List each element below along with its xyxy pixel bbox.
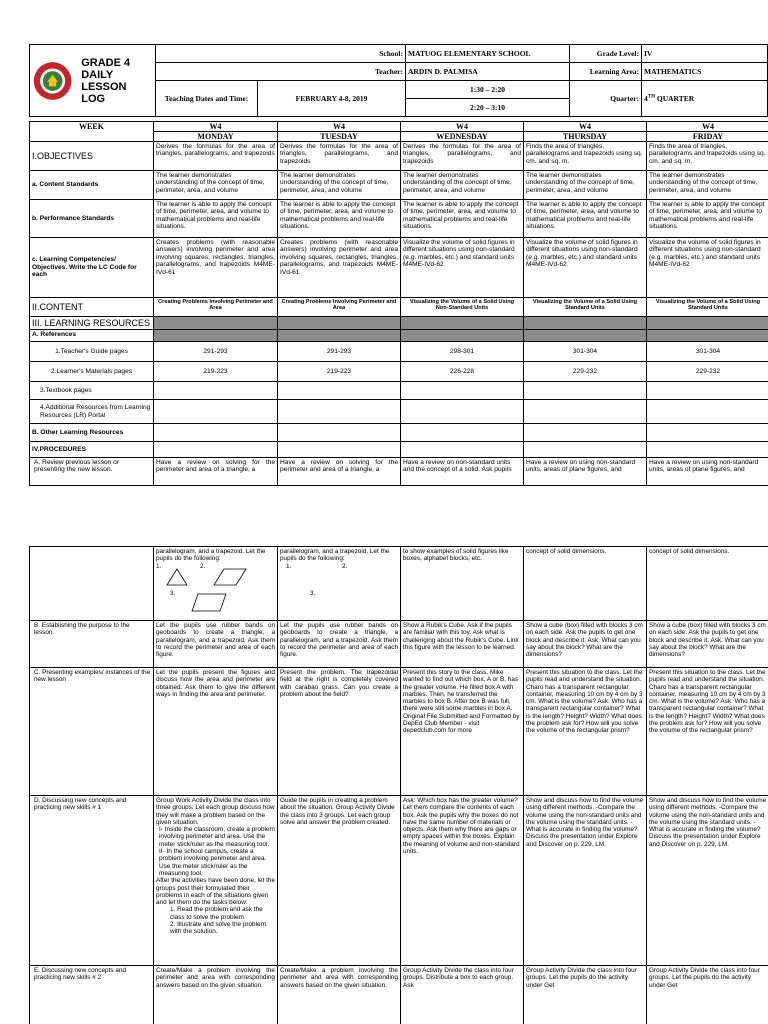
discussing1-tuesday: Guide the pupils in creating a problem about the situation. Group Activity Divide the class into 3 groups. Let each group solve and answer the problem created. — [278, 796, 401, 966]
time-slot-2: 2:20 – 3:10 — [406, 99, 570, 117]
shape-number: 3. — [310, 589, 316, 597]
discussing1-thursday: Show and discuss how to find the volume using different methods. -Compare the volume using the non-standard units and the volume using the standard units. -What is accurate in finding the volume? Discuss the presentation under Explore and Discover on p. 229, LM. — [524, 796, 647, 966]
shapes-figure — [164, 567, 274, 613]
competencies-label: c. Learning Competencies/ Objectives. Write the LC Code for each — [30, 238, 154, 298]
content-label: II.CONTENT — [30, 298, 154, 317]
teacher-label: Teacher: — [156, 63, 406, 81]
review-cont-cell: concept of solid dimensions. — [647, 547, 768, 621]
tg-pages-cell: 291-293 — [154, 342, 278, 362]
grade-value: IV — [642, 45, 768, 63]
empty-cell — [278, 442, 401, 458]
empty-cell — [524, 400, 647, 424]
competency-cell: Visualize the volume of solid figures in different situations using non-standard (e.g. marbles, etc.) and standard units M4ME-IVd-62 — [401, 238, 524, 298]
competency-cell: Creates problems (with reasonable answers) involving perimeter and area involving squares, rectangles, triangles, parallelograms, and trapezoids M4ME-IVd-61 — [154, 238, 278, 298]
review-cell: Have a review on using non-standard units, areas of plane figures, and — [524, 458, 647, 486]
lm-pages-cell: 219-223 — [278, 362, 401, 382]
gray-cell — [154, 330, 278, 342]
gray-cell — [524, 330, 647, 342]
gray-cell — [401, 317, 524, 330]
gray-cell — [278, 330, 401, 342]
competency-cell: Creates problems (with reasonable answers) involving perimeter and area involving squares, rectangles, triangles, parallelograms, and trapezoids M4ME-IVd-61 — [278, 238, 401, 298]
review-cell: Have a review on using non-standard units, areas of plane figures, and — [647, 458, 768, 486]
empty-cell — [401, 442, 524, 458]
establishing-cell: Let the pupils use rubber bands on geoboards to create a triangle, a parallelogram, and a trapezoid. Ask them to record the perimeter and area of each figure. — [278, 621, 401, 668]
tg-pages-cell: 291-293 — [278, 342, 401, 362]
week-num: W4 — [278, 122, 401, 132]
empty-cell — [278, 424, 401, 442]
grade-label: Grade Level: — [570, 45, 642, 63]
page-two — [0, 546, 768, 1024]
performance-cell: The learner is able to apply the concept of time, perimeter, area, and volume to mathematical problems and real-life situations. — [401, 200, 524, 238]
tg-pages-cell: 298-301 — [401, 342, 524, 362]
review-cont-cell: concept of solid dimensions. — [524, 547, 647, 621]
shape-number: 2. — [200, 562, 206, 570]
lesson-log-table-continued — [29, 546, 768, 1024]
review-label: A. Review previous lesson or presenting the new lesson. — [30, 458, 154, 486]
day-friday: FRIDAY — [647, 132, 768, 142]
week-num: W4 — [647, 122, 768, 132]
lm-pages-cell: 219-223 — [154, 362, 278, 382]
establishing-cell: Show a cube (box) filled with blocks 3 cm on each side. Ask the pupils to get one block and describe it. Ask: What can you say about the block? What are the dimensions? — [524, 621, 647, 668]
content-cell: Visualizing the Volume of a Solid Using Standard Units — [524, 298, 647, 317]
objective-cell: Finds the area of triangles, parallelograms and trapezoids using sq. cm. and sq. m. — [647, 142, 768, 171]
review-cont-cell: parallelogram, and a trapezoid. Let the pupils do the following: 1. 2. 3. — [278, 547, 401, 621]
learning-resources-label: III. LEARNING RESOURCES — [30, 317, 154, 330]
empty-cell — [401, 424, 524, 442]
discussing2-cell: Group Activity Divide the class into four groups. Distribute a box to each group. Ask — [401, 966, 524, 1024]
presenting-label: C. Presenting examples/ instances of the new lesson — [30, 668, 154, 796]
gray-cell — [278, 317, 401, 330]
review-cell: Have a review on solving for the perimeter and area of a triangle, a — [278, 458, 401, 486]
empty-cell — [401, 400, 524, 424]
textbook-pages-label: 3.Textbook pages — [30, 382, 154, 400]
content-std-cell: The learner demonstrates understanding of the concept of time, perimeter, area, and volume — [154, 171, 278, 200]
header-table — [29, 44, 768, 117]
discussing2-cell: Create/Make a problem involving the perimeter and area with corresponding answers based on the given situation. — [154, 966, 278, 1024]
gray-cell — [647, 317, 768, 330]
objective-cell: Derives the formulas for the area of triangles, parallelograms, and trapezoids — [278, 142, 401, 171]
day-tuesday: TUESDAY — [278, 132, 401, 142]
empty-cell — [401, 382, 524, 400]
discussing1-wednesday: Ask: Which box has the greater volume? Let them compare the contents of each box. Ask the pupils why the boxes do not have the same number of materials or objects. Ask them why there are gaps or empty spaces within the boxes. Explain the meaning of volume and non-standard units. — [401, 796, 524, 966]
discussing2-cell: Group Activity Divide the class into four groups. Let the pupils do the activity under Get — [524, 966, 647, 1024]
time-slot-1: 1:30 – 2:20 — [406, 81, 570, 99]
empty-cell — [524, 442, 647, 458]
objective-cell: Finds the area of triangles, parallelograms and trapezoids using sq. cm. and sq. m. — [524, 142, 647, 171]
title-line2: DAILY LESSON — [81, 68, 127, 93]
presenting-cell: Present this situation to the class. Let the pupils read and understand the situation. Charo has a transparent rectangular container, measuring 10 cm by 4 cm by 3 cm. What is the volume? Ask: Who has a transparent rectangular container? What is the length? Height? Width? What does the problem ask for? How will you solve the volume of the rectangular prism? — [524, 668, 647, 796]
objective-cell: Derives the formulas for the area of triangles, parallelograms, and trapezoids — [401, 142, 524, 171]
empty-cell — [278, 382, 401, 400]
content-std-cell: The learner demonstrates understanding of the concept of time, perimeter, area, and volume — [524, 171, 647, 200]
performance-cell: The learner is able to apply the concept of time, perimeter, area, and volume to mathematical problems and real-life situations. — [278, 200, 401, 238]
empty-cell — [278, 400, 401, 424]
school-value: MATUOG ELEMENTARY SCHOOL — [406, 45, 570, 63]
teacher-value: ARDIN D. PALMISA — [406, 63, 570, 81]
establishing-cell: Show a Rubik's Cube. Ask if the pupils are familiar with this toy. Ask what is challenging about the Rubik's Cube. Link this figure with the lesson to be learned. — [401, 621, 524, 668]
content-standards-label: a. Content Standards — [30, 171, 154, 200]
tg-pages-cell: 301-304 — [647, 342, 768, 362]
empty-cell — [154, 424, 278, 442]
discussing1-friday: Show and discuss how to find the volume using different methods. -Compare the volume using the non-standard units and the volume using the standard units. -What is accurate in finding the volume? Discuss the presentation under Explore and Discover on p. 229, LM. — [647, 796, 768, 966]
presenting-cell: Present the problem. The trapezoidal field at the right is completely covered with carabao grass. Can you create a problem about the field? — [278, 668, 401, 796]
gray-cell — [647, 330, 768, 342]
lm-pages-cell: 226-228 — [401, 362, 524, 382]
lm-pages-cell: 229-232 — [524, 362, 647, 382]
content-cell: Creating Problems Involving Perimeter and Area — [154, 298, 278, 317]
references-label: A. References — [30, 330, 154, 342]
title-line1: GRADE 4 — [81, 56, 131, 69]
week-label: WEEK — [30, 122, 154, 142]
empty-cell — [647, 424, 768, 442]
shape-number: 2. — [342, 562, 348, 570]
procedures-label: IV.PROCEDURES — [30, 442, 154, 458]
school-seal-icon — [32, 58, 73, 104]
review-cont-cell: to show examples of solid figures like boxes, alphabet blocks, etc. — [401, 547, 524, 621]
empty-cell — [647, 400, 768, 424]
content-std-cell: The learner demonstrates understanding of the concept of time, perimeter, area, and volume — [647, 171, 768, 200]
establishing-label: B. Establishing the purpose to the lesson. — [30, 621, 154, 668]
establishing-cell: Show a cube (box) filled with blocks 3 cm on each side. Ask the pupils to get one block and describe it. Ask: What can you say about the block? What are the dimensions? — [647, 621, 768, 668]
empty-cell — [524, 424, 647, 442]
performance-standards-label: b. Performance Standards — [30, 200, 154, 238]
other-resources-label: B. Other Learning Resources — [30, 424, 154, 442]
empty-label-cell — [30, 547, 154, 621]
review-cell: Have a review on solving for the perimeter and area of a triangle, a — [154, 458, 278, 486]
empty-cell — [647, 382, 768, 400]
shape-number: 1. — [156, 562, 162, 570]
content-std-cell: The learner demonstrates understanding of the concept of time, perimeter, area, and volume — [278, 171, 401, 200]
lm-pages-cell: 229-232 — [647, 362, 768, 382]
review-cell: Have a review on non-standard units and the concept of a solid. Ask pupils — [401, 458, 524, 486]
performance-cell: The learner is able to apply the concept of time, perimeter, area, and volume to mathematical problems and real-life situations. — [154, 200, 278, 238]
objectives-label: I.OBJECTIVES — [30, 142, 154, 171]
quarter-value: 4TH QUARTER — [642, 81, 768, 117]
dates-label: Teaching Dates and Time: — [156, 81, 258, 117]
title-line3: LOG — [81, 92, 106, 105]
content-std-cell: The learner demonstrates understanding of the concept of time, perimeter, area, and volume — [401, 171, 524, 200]
empty-cell — [154, 442, 278, 458]
day-monday: MONDAY — [154, 132, 278, 142]
presenting-cell: Present this situation to the class. Let the pupils read and understand the situation. Charo has a transparent rectangular container, measuring 10 cm by 4 cm by 3 cm. What is the volume? Ask: Who has a transparent rectangular container? What is the length? Height? Width? What does the problem ask for? How will you solve the volume of the rectangular prism? — [647, 668, 768, 796]
shape-number: 1. — [286, 562, 292, 570]
week-num: W4 — [154, 122, 278, 132]
discussing1-monday: Group Work Activity Divide the class into three groups. Let each group discuss how they will make a problem based on the given situation. I- Inside the classroom, create a problem involving perimeter and area. Use the meter stick/ruler as the measuring tool. II- In the school campus, create a problem involving perimeter and area. Use the meter stick/ruler as the measuring tool. After the activities have been done, let the groups post their formulated their problems in each of the situations given and let them do the tasks below: 1. Read the problem and ask the class to solve the problem. 2. Illustrate and solve the problem with the solution. — [154, 796, 278, 966]
area-label: Learning Area: — [570, 63, 642, 81]
presenting-cell: Let the pupils present the figures and discuss how the area and perimeter are obtained. Ask them to give the different ways in finding the area and perimeter. — [154, 668, 278, 796]
gray-cell — [401, 330, 524, 342]
review-cont-cell: parallelogram, and a trapezoid. Let the pupils do the following: 1. 2. 3. — [154, 547, 278, 621]
day-wednesday: WEDNESDAY — [401, 132, 524, 142]
performance-cell: The learner is able to apply the concept of time, perimeter, area, and volume to mathematical problems and real-life situations. — [524, 200, 647, 238]
empty-cell — [154, 382, 278, 400]
tg-pages-label: 1.Teacher's Guide pages — [30, 342, 154, 362]
day-thursday: THURSDAY — [524, 132, 647, 142]
quarter-label: Quarter: — [570, 81, 642, 117]
presenting-cell: Present this story to the class. Mike wanted to find out which box, A or B, has the greater volume. He filled box A with marbles. Then, he transferred the marbles to box B. After box B was full, there were still some marbles in box A. Original File Submitted and Formatted by DepEd Club Member - visit depedclub.com for more — [401, 668, 524, 796]
additional-resources-label: 4.Additional Resources from Learning Resources (LR) Portal — [30, 400, 154, 424]
content-cell: Visualizing the Volume of a Solid Using Standard Units — [647, 298, 768, 317]
empty-cell — [154, 400, 278, 424]
lm-pages-label: 2.Learner's Materials pages — [30, 362, 154, 382]
lesson-log-table — [29, 121, 768, 486]
week-num: W4 — [401, 122, 524, 132]
school-label: School: — [156, 45, 406, 63]
content-cell: Creating Problems Involving Perimeter and Area — [278, 298, 401, 317]
establishing-cell: Let the pupils use rubber bands on geoboards to create a triangle, a parallelogram, and a trapezoid. Ask them to record the perimeter and area of each figure. — [154, 621, 278, 668]
competency-cell: Visualize the volume of solid figures in different situations using non-standard (e.g. marbles, etc.) and standard units M4ME-IVd-62 — [647, 238, 768, 298]
objective-cell: Derives the formulas for the area of triangles, parallelograms, and trapezoids — [154, 142, 278, 171]
discussing2-label: E. Discussing new concepts and practicing new skills # 2 — [30, 966, 154, 1024]
performance-cell: The learner is able to apply the concept of time, perimeter, area, and volume to mathematical problems and real-life situations. — [647, 200, 768, 238]
discussing2-cell: Create/Make a problem involving the perimeter and area with corresponding answers based on the given situation. — [278, 966, 401, 1024]
competency-cell: Visualize the volume of solid figures in different situations using non-standard (e.g. marbles, etc.) and standard units M4ME-IVd-62 — [524, 238, 647, 298]
discussing1-label: D. Discussing new concepts and practicing new skills # 1 — [30, 796, 154, 966]
week-num: W4 — [524, 122, 647, 132]
title-block — [30, 45, 156, 117]
shape-number: 3. — [170, 589, 176, 597]
empty-cell — [647, 442, 768, 458]
content-cell: Visualizing the Volume of a Solid Using Non-Standard Units — [401, 298, 524, 317]
gray-cell — [154, 317, 278, 330]
tg-pages-cell: 301-304 — [524, 342, 647, 362]
area-value: MATHEMATICS — [642, 63, 768, 81]
gray-cell — [524, 317, 647, 330]
empty-cell — [524, 382, 647, 400]
discussing2-cell: Group Activity Divide the class into four groups. Let the pupils do the activity under Get — [647, 966, 768, 1024]
dates-value: FEBRUARY 4-8, 2019 — [258, 81, 406, 117]
